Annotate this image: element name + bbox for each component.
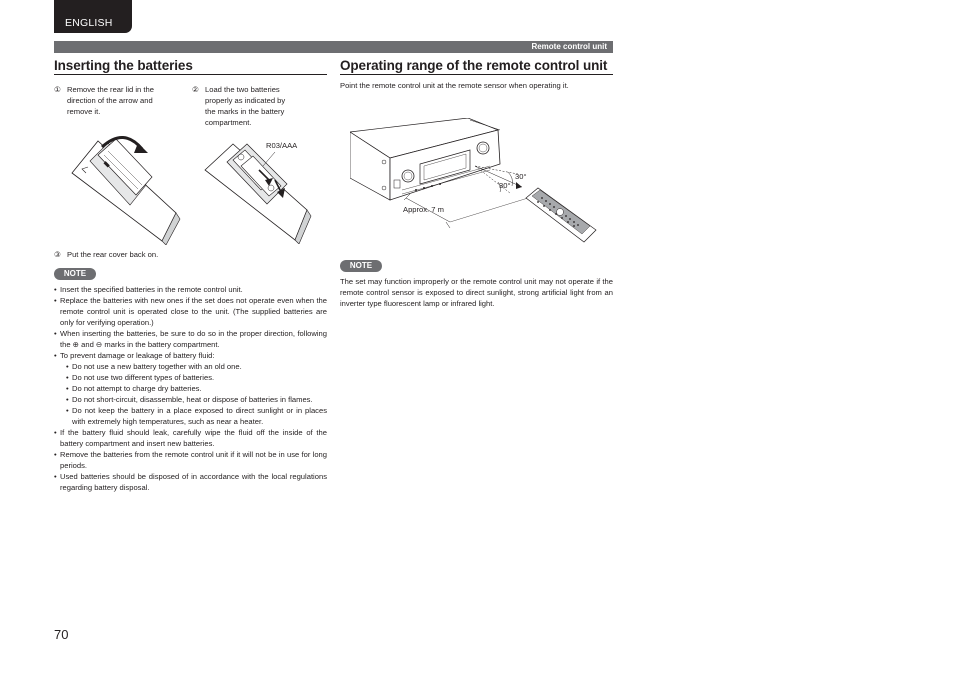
section-bar	[54, 41, 613, 53]
note-item: • Used batteries should be disposed of in accordance with the local regulations regarding battery disposal.	[54, 471, 327, 493]
step-3-number: ③	[54, 250, 61, 259]
page-number: 70	[54, 627, 69, 642]
note-sub-list	[60, 361, 327, 427]
sub-note-item: • Do not use two different types of batteries.	[66, 372, 327, 383]
note-item: • Remove the batteries from the remote control unit if it will not be in use for long periods.	[54, 449, 327, 471]
step-1-number: ①	[54, 85, 61, 94]
battery-notes-list	[54, 284, 327, 493]
step-3-line: Put the rear cover back on.	[67, 250, 159, 259]
note-item	[54, 350, 327, 427]
sub-note-item: • Do not keep the battery in a place exposed to direct sunlight or in places with extremely high temperatures, such as near a heater.	[66, 405, 327, 427]
operating-range-intro: Point the remote control unit at the remote sensor when operating it.	[340, 81, 569, 90]
left-heading-rule	[54, 74, 327, 75]
battery-load-illustration	[203, 140, 313, 244]
section-title: Remote control unit	[531, 42, 607, 51]
battery-type-label: R03/AAA	[266, 141, 298, 150]
sub-note-item: • Do not use a new battery together with an old one.	[66, 361, 327, 372]
note-item: • When inserting the batteries, be sure to do so in the proper direction, following the ⊕ and ⊖ marks in the battery compartment.	[54, 328, 327, 350]
distance-label: Approx. 7 m	[403, 205, 444, 214]
angle-top-label: 30°	[515, 172, 527, 181]
operating-range-heading: Operating range of the remote control unit	[340, 58, 608, 73]
language-label: ENGLISH	[65, 17, 113, 29]
inserting-batteries-heading: Inserting the batteries	[54, 58, 193, 73]
note-badge: NOTE	[340, 260, 382, 272]
note-item: • Insert the specified batteries in the remote control unit.	[54, 284, 327, 295]
note-item: • Replace the batteries with new ones if the set does not operate even when the remote control unit is operated close to the unit. (The supplied batteries are only for verifying operation.)	[54, 295, 327, 328]
right-heading-rule	[340, 74, 613, 75]
step-1-line: direction of the arrow and	[67, 96, 153, 105]
step-2-line: compartment.	[205, 118, 252, 127]
step-2-line: properly as indicated by	[205, 96, 286, 105]
step-1-line: remove it.	[67, 107, 101, 116]
step-1-line: Remove the rear lid in the	[67, 85, 154, 94]
angle-bottom-label: 30°	[499, 181, 511, 190]
step-2-line: the marks in the battery	[205, 107, 285, 116]
note-item: • If the battery fluid should leak, carefully wipe the fluid off the inside of the battery compartment and insert new batteries.	[54, 427, 327, 449]
note-badge: NOTE	[54, 268, 96, 280]
note-item-text: • To prevent damage or leakage of battery fluid:	[60, 351, 215, 360]
operating-range-illustration	[350, 118, 605, 243]
sub-note-item: • Do not short-circuit, disassemble, heat or dispose of batteries in flames.	[66, 394, 327, 405]
language-tab	[54, 0, 132, 33]
step-2-line: Load the two batteries	[205, 85, 280, 94]
operating-range-note: The set may function improperly or the remote control unit may not operate if the remote control sensor is exposed to direct sunlight, strong artificial light from an inverter type fluorescent lamp or infrared light.	[340, 277, 613, 308]
sub-note-item: • Do not attempt to charge dry batteries.	[66, 383, 327, 394]
step-2-number: ②	[192, 85, 199, 94]
remote-lid-illustration	[68, 133, 188, 245]
